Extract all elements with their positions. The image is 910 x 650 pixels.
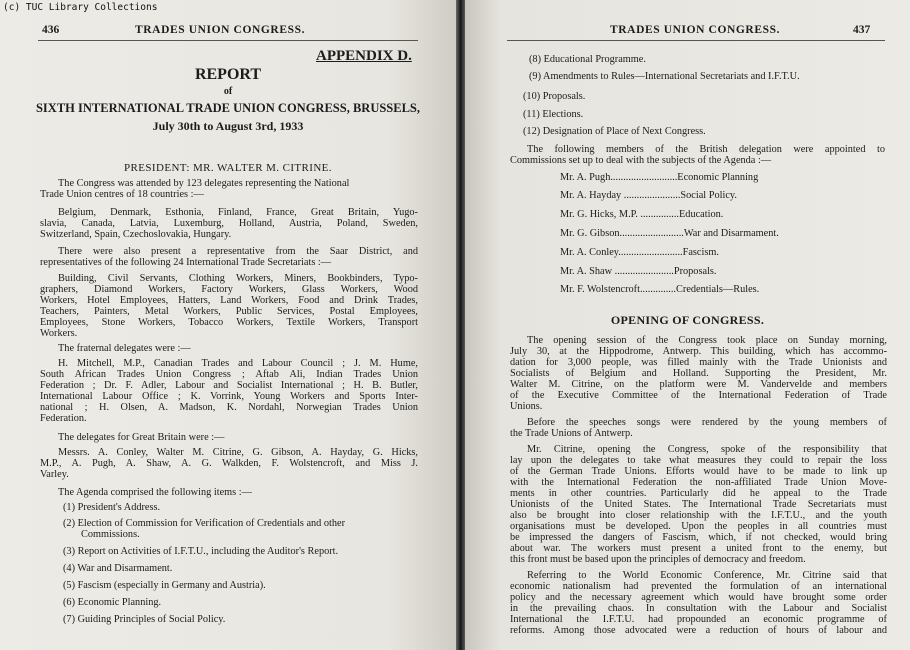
- left-running-head: TRADES UNION CONGRESS.: [135, 24, 306, 36]
- book-gutter: [456, 0, 465, 650]
- commission-row: Mr. F. Wolstencroft..............Credentials—Rules.: [560, 284, 760, 295]
- commission-row: Mr. A. Conley.........................Fascism.: [560, 247, 719, 258]
- congress-title: SIXTH INTERNATIONAL TRADE UNION CONGRESS, BRUSSELS,: [35, 101, 420, 115]
- agenda-item: (8) Educational Programme.: [529, 54, 646, 65]
- agenda-item: (6) Economic Planning.: [63, 597, 162, 608]
- commission-row: Mr. A. Shaw .......................Proposals.: [560, 266, 717, 277]
- agenda-item: (4) War and Disarmament.: [63, 563, 173, 574]
- agenda-item: (9) Amendments to Rules—International Secretariats and I.F.T.U.: [529, 71, 800, 82]
- commission-row: Mr. A. Hayday ......................Social Policy.: [560, 190, 737, 201]
- right-page-number: 437: [853, 24, 871, 36]
- left-head-rule: [38, 40, 418, 41]
- right-running-head: TRADES UNION CONGRESS.: [610, 24, 781, 36]
- commission-row: Mr. A. Pugh..........................Economic Planning: [560, 172, 759, 183]
- agenda-item: (2) Election of Commission for Verification of Credentials and other: [63, 518, 346, 529]
- left-page-number: 436: [42, 24, 60, 36]
- appendix-label: APPENDIX D.: [316, 48, 412, 64]
- report-title: REPORT: [194, 66, 262, 83]
- commission-row: Mr. G. Gibson.........................War and Disarmament.: [560, 228, 779, 239]
- agenda-item: (10) Proposals.: [523, 91, 586, 102]
- right-page: TRADES UNION CONGRESS. 437 (8) Educational Programme. (9) Amendments to Rules—International Secretariats and I.F.T.U. (10) Proposals. (11) Elections. (12) Designation of Place of Next Congress. The following members of the British delegation were appointed to Commissions set up to deal with the subjects of the Agenda :— Mr. A. Pugh..........................Economic Planning Mr. A. Hayday ......................Social Policy. Mr. G. Hicks, M.P. ...............Education. Mr. G. Gibson.........................War and Disarmament. Mr. A. Conley.........................Fascism. Mr. A. Shaw .......................Proposals. Mr. F. Wolstencroft..............Credentials—Rules. OPENING OF CONGRESS. The opening session of the Congress took place on Sunday morning, July 30, at the Hippodrome, Antwerp. This building, which has accommo- dation for 3,000 people, was filled mainly with the Trade Unionists and Socialists of Belgium and Holland. Supporting the President, Mr. Walter M. Citrine, on the platform were M. Vandervelde and members of the Executive Committee of the International Federation of Trade Unions. Before the speeches songs were rendered by the young members of the Trade Unions of Antwerp. Mr. Citrine, opening the Congress, spoke of the responsibility that lay upon the delegates to take what measures they could to repair the loss of the German Trade Unions. Efforts would have to be made to link up with the International Federation the non-affiliated Trade Union Move- ments in other countries. Particularly did he appeal to the Trade Unionists of the United States. The International Trade Secretariats must also be brought into closer relationship with the I.F.T.U., and the youth organisations must be developed. Upon the peoples in all countries must be impressed the dangers of Fascism, which, if not checked, would bring about war. The workers must present a united front to the enemy, but this front must be based upon the principles of democracy and freedom. Referring to the World Economic Conference, Mr. Citrine said that economic nationalism had prevented the formulation of an international policy and the necessary agreement which would have brought some order in the prevailing chaos. In consultation with the Labour and Socialist International the I.F.T.U. had propounded an economic programme of reforms. Among those advocated were a reduction of hours of labour and: [465, 0, 910, 650]
- fraternal-intro: The fraternal delegates were :—: [58, 343, 191, 354]
- president-line: PRESIDENT: MR. WALTER M. CITRINE.: [124, 162, 332, 174]
- agenda-item: (1) President's Address.: [63, 502, 161, 513]
- gb-intro: The delegates for Great Britain were :—: [58, 432, 225, 443]
- section-heading-opening: OPENING OF CONGRESS.: [610, 313, 765, 327]
- agenda-item: (5) Fascism (especially in Germany and Austria).: [63, 580, 266, 591]
- commission-row: Mr. G. Hicks, M.P. ...............Education.: [560, 209, 724, 220]
- left-page: (c) TUC Library Collections 436 TRADES UNION CONGRESS. APPENDIX D. REPORT of SIXTH INTERNATIONAL TRADE UNION CONGRESS, BRUSSELS, July 30th to August 3rd, 1933 PRESIDENT: MR. WALTER M. CITRINE. The Congress was attended by 123 delegates representing the National Trade Union centres of 18 countries :— Belgium, Denmark, Esthonia, Finland, France, Great Britain, Yugo- slavia, Canada, Latvia, Luxemburg, Holland, Austria, Poland, Sweden, Switzerland, Spain, Czechoslovakia, Hungary. There were also present a representative from the Saar District, and representatives of the following 24 International Trade Secretariats :— Building, Civil Servants, Clothing Workers, Miners, Bookbinders, Typo- graphers, Diamond Workers, Factory Workers, Glass Workers, Wood Workers, Hotel Employees, Hatters, Land Workers, Food and Drink Trades, Teachers, Painters, Metal Workers, Public Services, Postal Employees, Employees, Stone Workers, Tobacco Workers, Textile Workers, Transport Workers. The fraternal delegates were :— H. Mitchell, M.P., Canadian Trades and Labour Council ; J. M. Hume, South African Trades Union Congress ; Aftab Ali, Indian Trades Union Federation ; Dr. F. Adler, Labour and Socialist International ; H. B. Butler, International Labour Office ; K. Vorrink, Young Workers and Sports Inter- national ; H. Olsen, A. Madson, K. Nordahl, Norwegian Trades Union Federation. The delegates for Great Britain were :— Messrs. A. Conley, Walter M. Citrine, G. Gibson, A. Hayday, G. Hicks, M.P., A. Pugh, A. Shaw, A. G. Walkden, F. Wolstencroft, and Miss J. Varley. The Agenda comprised the following items :— (1) President's Address. (2) Election of Commission for Verification of Credentials and other Commissions. (3) Report on Activities of I.F.T.U., including the Auditor's Report. (4) War and Disarmament. (5) Fascism (especially in Germany and Austria). (6) Economic Planning. (7) Guiding Principles of Social Policy.: [0, 0, 456, 650]
- agenda-item: (12) Designation of Place of Next Congress.: [523, 126, 706, 137]
- agenda-item: (7) Guiding Principles of Social Policy.: [63, 614, 226, 625]
- agenda-intro: The Agenda comprised the following items :—: [58, 487, 252, 498]
- report-title-of: of: [223, 86, 233, 97]
- agenda-item: (3) Report on Activities of I.F.T.U., including the Auditor's Report.: [63, 546, 339, 557]
- agenda-item: (11) Elections.: [523, 109, 584, 120]
- right-head-rule: [507, 40, 885, 41]
- watermark: (c) TUC Library Collections: [3, 2, 158, 13]
- congress-dates: July 30th to August 3rd, 1933: [152, 119, 304, 133]
- agenda-item: Commissions.: [81, 529, 140, 540]
